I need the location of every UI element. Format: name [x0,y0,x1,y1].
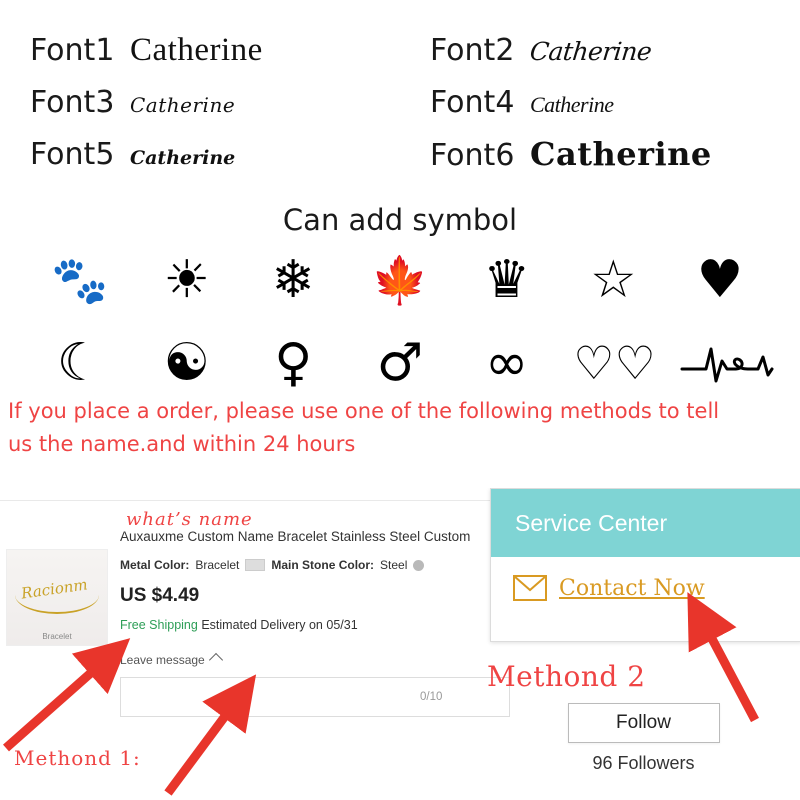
screenshot-composite [0,488,800,800]
bracelet-name-script: Racionm [20,575,89,603]
font-sample: Catherine [130,31,263,68]
heart-filled-icon[interactable]: ♥ [696,250,744,310]
font-option-2[interactable] [400,33,800,68]
stone-color-swatch-icon[interactable] [413,560,424,571]
symbol-row-2 [40,335,760,391]
mail-envelope-icon [513,575,547,601]
method-2-block [487,660,800,800]
metal-color-label: Metal Color: [120,558,190,572]
font-sample: Catherine [130,92,236,117]
metal-color-swatch-icon[interactable] [245,559,265,571]
stone-color-value: Steel [380,558,408,572]
font-option-3[interactable] [0,85,400,120]
font-options-section [0,24,800,194]
leave-message-value: what’s name [126,509,253,530]
product-price: US $4.49 [120,585,200,606]
instruction-text [8,395,798,461]
female-symbol-icon[interactable]: ♀ [274,333,313,393]
service-center-panel [490,488,800,642]
paw-print-icon[interactable]: 🐾 [51,253,109,307]
followers-count: 96 Followers [592,753,695,773]
font-label: Font2 [430,32,515,68]
font-option-1[interactable] [0,32,400,69]
product-attributes [120,558,424,572]
follow-button[interactable]: Follow [568,703,720,743]
font-sample: Catherine [530,135,712,173]
heartbeat-icon[interactable] [680,341,760,385]
method-1-label: Methond 1: [14,746,141,770]
instruction-line-2: us the name.and within 24 hours [8,432,356,456]
snowflake-icon[interactable]: ❄ [271,250,316,310]
yin-yang-icon[interactable]: ☯ [163,333,210,393]
service-center-header [491,489,800,557]
shipping-info [120,618,358,632]
font-sample: Catherine [530,91,614,117]
font-row [0,76,800,128]
font-label: Font5 [30,136,115,172]
font-option-6[interactable] [400,135,800,173]
font-row [0,128,800,180]
leave-message-input[interactable] [120,677,510,717]
crescent-moon-icon[interactable]: ☾ [56,333,104,393]
double-heart-icon[interactable]: ♡♡ [573,336,656,390]
product-title: Auxauxme Custom Name Bracelet Stainless Steel Custom [120,529,471,544]
font-label: Font3 [30,84,115,120]
symbols-heading: Can add symbol [282,203,518,237]
infinity-icon[interactable]: ∞ [484,333,529,393]
font-label: Font6 [430,138,515,173]
contact-now-row[interactable] [491,557,800,601]
leave-message-toggle[interactable] [120,653,221,667]
male-symbol-icon[interactable]: ♂ [376,333,424,393]
contact-now-link[interactable]: Contact Now [559,575,705,601]
instruction-line-1: If you place a order, please use one of the following methods to tell [8,399,720,423]
font-sample: Catherine [130,146,236,169]
font-sample: Catherine [528,36,653,66]
method-2-title: Methond 2 [487,660,646,693]
font-row [0,24,800,76]
font-label: Font1 [30,32,115,68]
service-center-title: Service Center [515,509,668,536]
font-label: Font4 [430,84,515,120]
stone-color-label: Main Stone Color: [271,558,375,572]
star-outline-icon[interactable]: ☆ [589,250,637,310]
sun-burst-icon[interactable]: ☀ [163,250,210,310]
metal-color-value: Bracelet [195,558,240,572]
thumbnail-caption: Bracelet [42,632,72,641]
font-option-5[interactable] [0,137,400,172]
chevron-up-icon [209,653,223,667]
product-thumbnail[interactable] [6,549,108,646]
crown-icon[interactable]: ♛ [483,250,530,310]
leave-message-counter: 0/10 [420,691,443,703]
font-option-4[interactable] [400,85,800,120]
free-shipping-label: Free Shipping [120,618,198,632]
leave-message-label: Leave message [120,653,205,667]
delivery-estimate: Estimated Delivery on 05/31 [201,618,358,632]
maple-leaf-icon[interactable]: 🍁 [371,253,429,307]
symbol-row-1 [40,252,760,308]
